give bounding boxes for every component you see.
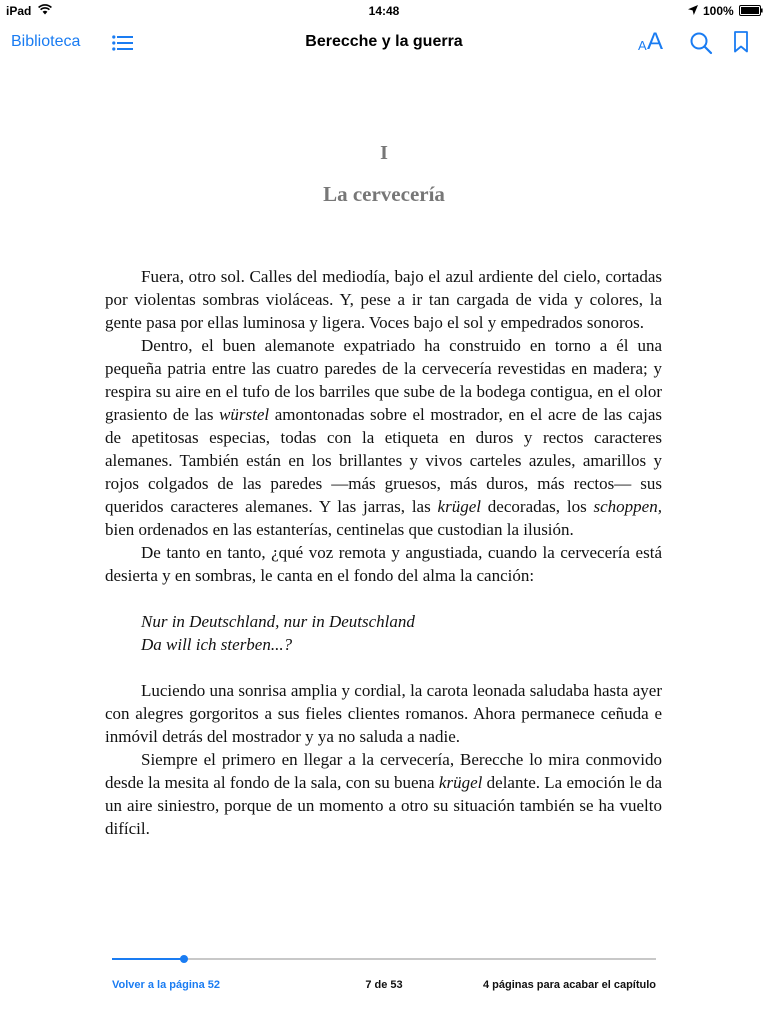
blank-line (105, 656, 662, 679)
progress-fill (112, 958, 184, 960)
text-run: amontonadas sobre el mostrador, en el acre de las cajas de apetitosas especias, todas con la etiqueta en duros y rectos caracteres alemanes. También están en los brillantes y vivos carteles azules, amarillos y rojos colgados de las paredes —más gruesos, más duros, más rectos— sus queridos caracteres alemanes. Y las jarras, las (105, 405, 662, 516)
chapter-number: I (380, 142, 388, 164)
paragraph: Luciendo una sonrisa amplia y cordial, la carota leonada saludaba hasta ayer con alegres gorgoritos a sus fieles clientes romanos. Ahora permanece ceñuda e inmóvil detrás del mostrador y ya no saluda a nadie. (105, 681, 662, 746)
font-size-large-label: A (647, 28, 664, 55)
return-to-page-link[interactable]: Volver a la página 52 (112, 979, 221, 991)
search-icon[interactable] (689, 31, 713, 55)
text-run: Dentro, el buen alemanote expatriado ha construido en torno a él una pequeña patria entre las cuatro paredes de la cervecería revestidas en madera; y respira su aire en el tufo de los barriles que sube de la bodega contigua, en el olor grasiento de las (105, 336, 662, 424)
device-name: iPad (6, 4, 32, 18)
paragraph: Fuera, otro sol. Calles del mediodía, bajo el azul ardiente del cielo, cortadas por violentas sombras violáceas. Y, pese a ir tan cargada de vida y colores, la gente pasa por ellas luminosa y ligera. Voces bajo el sol y empedrados sonoros. (105, 267, 662, 332)
text-run: bien ordenados en las estanterías, centinelas que custodian la ilusión. (105, 520, 574, 539)
chapter-title: La cervecería (323, 182, 445, 206)
italic-term: krügel (438, 773, 483, 792)
library-button[interactable]: Biblioteca (11, 33, 81, 50)
text-run: decoradas, los (480, 497, 594, 516)
text-run: delante. La emoción le da un aire siniestro, porque de un momento a otro su situación también se ha vuelto difícil. (105, 773, 662, 838)
paragraph: De tanto en tanto, ¿qué voz remota y angustiada, cuando la cervecería está desierta y en sombras, le canta en el fondo del alma la canción: (105, 543, 662, 585)
status-bar (0, 0, 768, 20)
scrubber-handle[interactable] (180, 955, 188, 963)
status-time: 14:48 (368, 4, 400, 18)
battery-percentage: 100% (703, 4, 734, 18)
verse-line: Da will ich sterben...? (141, 635, 293, 654)
page-indicator: 7 de 53 (365, 979, 403, 991)
pages-remaining: 4 páginas para acabar el capítulo (482, 979, 656, 991)
navigation-bar (0, 20, 768, 64)
bookmark-icon[interactable] (733, 31, 749, 53)
book-title: Berecche y la guerra (305, 33, 463, 50)
page-scrubber[interactable] (112, 958, 656, 960)
blank-line (105, 587, 662, 610)
italic-term: krügel (437, 497, 481, 516)
font-size-icon[interactable] (636, 26, 668, 54)
font-size-small-label: A (638, 38, 647, 53)
paragraph (105, 748, 662, 840)
battery-icon (739, 5, 763, 16)
italic-term: schoppen, (593, 497, 662, 516)
text-run: Siempre el primero en llegar a la cervecería, Berecche lo mira conmovido desde la mesita al fondo de la sala, con su buena (105, 750, 662, 792)
location-icon (688, 5, 698, 15)
book-page-text (105, 265, 662, 840)
verse-line: Nur in Deutschland, nur in Deutschland (141, 612, 415, 631)
paragraph (105, 334, 662, 541)
italic-term: würstel (219, 405, 270, 424)
